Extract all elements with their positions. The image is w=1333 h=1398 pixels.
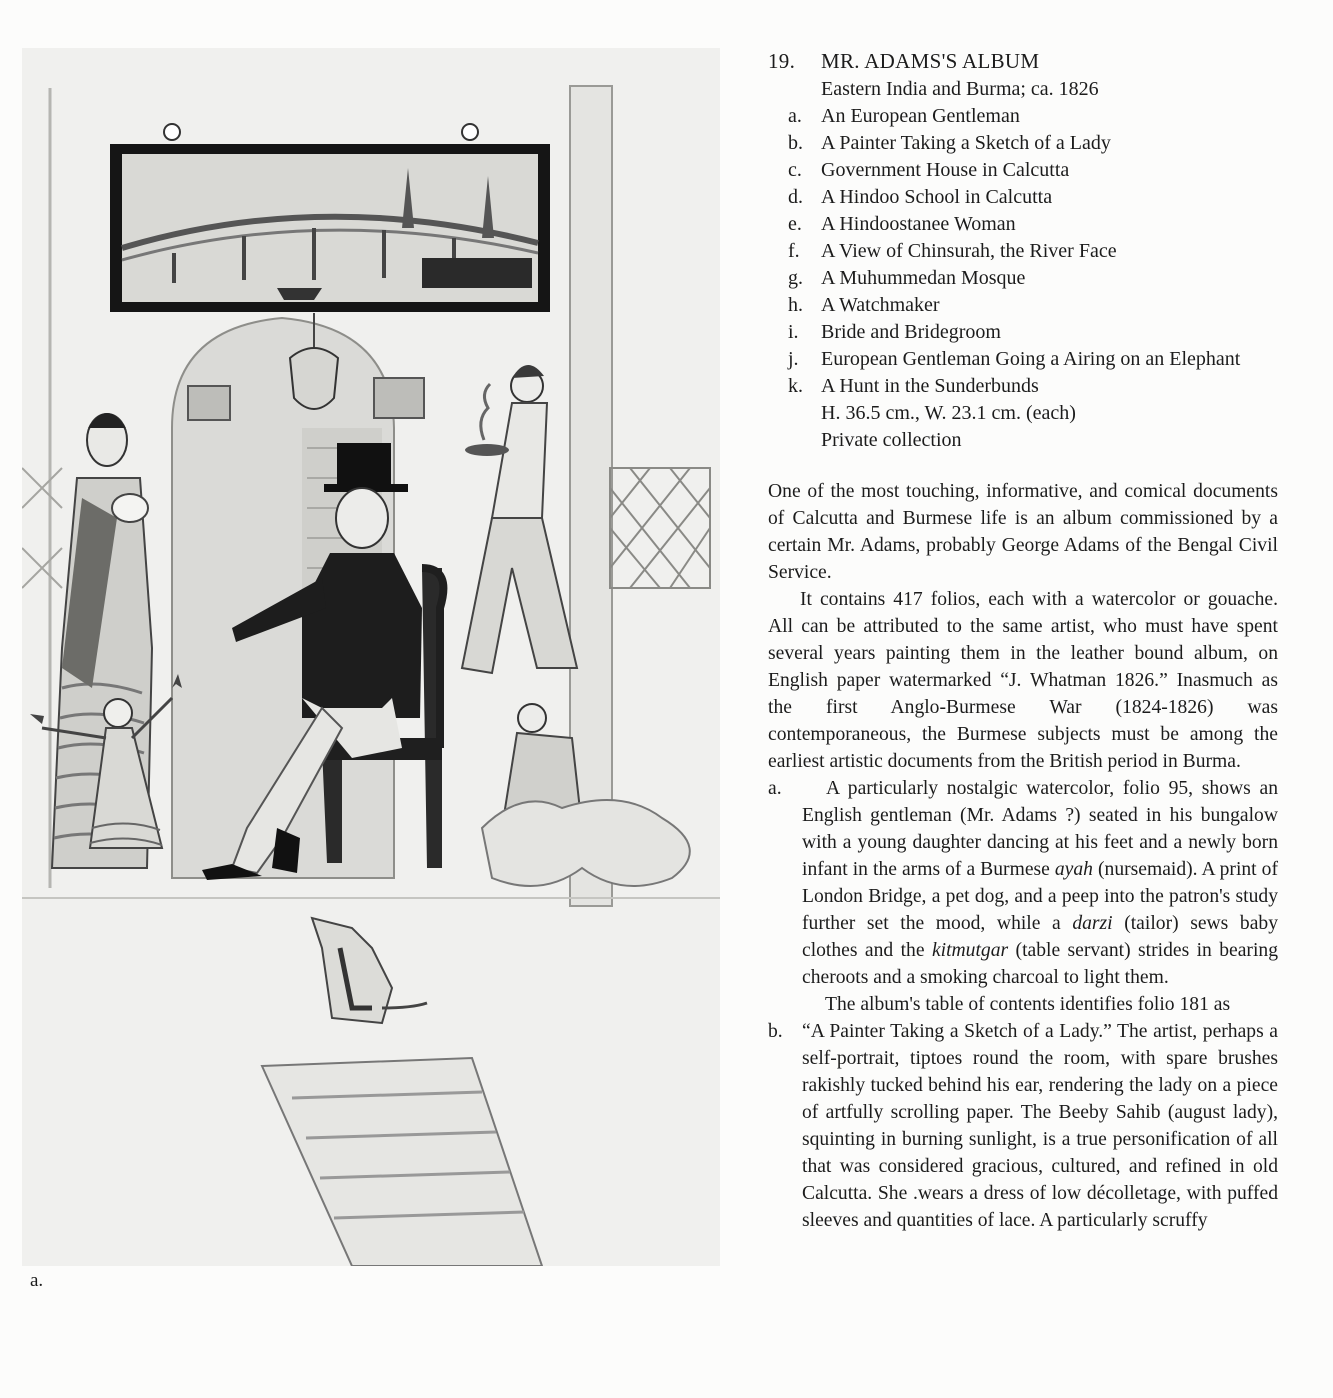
entry-heading	[768, 46, 1278, 76]
paragraph-b-letter: b.	[768, 1021, 783, 1042]
folio-item: h. A Watchmaker	[788, 294, 940, 316]
folio-item: g. A Muhummedan Mosque	[788, 267, 1026, 289]
folio-item: c. Government House in Calcutta	[788, 159, 1070, 181]
entry-title: MR. ADAMS'S ALBUM	[821, 49, 1040, 73]
folio-item: b. A Painter Taking a Sketch of a Lady	[788, 132, 1111, 154]
catalogue-entry	[768, 46, 1278, 1234]
paragraph-a-letter: a.	[768, 778, 782, 799]
folio-item: e. A Hindoostanee Woman	[788, 213, 1016, 235]
paragraph-folios: It contains 417 folios, each with a watercolor or gouache. All can be attributed to the same artist, who must have spent several years painting them in the leather bound album, on English paper watermarked “J. Whatman 1826.” Inasmuch as the first Anglo-Burmese War (1824-1826) was contemporaneous, the Burmese subjects must be among the earliest artistic documents from the British period in Burma.	[768, 589, 1278, 772]
illustration-plate	[22, 48, 720, 1266]
essay-body	[768, 478, 1278, 1234]
paragraph-intro: One of the most touching, informative, and comical documents of Calcutta and Burmese life is an album commissioned by a certain Mr. Adams, probably George Adams of the Bengal Civil Service.	[768, 481, 1278, 583]
bungalow-scene-illustration	[22, 48, 720, 1266]
paragraph-a: a. A particularly nostalgic watercolor, folio 95, shows an English gentleman (Mr. Adams ?) seated in his bungalow with a young daughter dancing at his feet and a newly born infant in the arms of a Burmese ayah (nursemaid). A print of London Bridge, a pet dog, and a peep into the patron's study further set the mood, while a darzi (tailor) sews baby clothes and the kitmutgar (table servant) strides in bearing cheroots and a smoking charcoal to light them.	[768, 775, 1278, 991]
folio-item: a. An European Gentleman	[788, 105, 1020, 127]
folio-item: i. Bride and Bridegroom	[788, 321, 1001, 343]
folio-item: d. A Hindoo School in Calcutta	[788, 186, 1053, 208]
folio-item: j. European Gentleman Going a Airing on an Elephant	[788, 348, 1241, 370]
folio-item: f. A View of Chinsurah, the River Face	[788, 240, 1117, 262]
folio-list	[768, 103, 1278, 400]
paragraph-b: b. “A Painter Taking a Sketch of a Lady.” The artist, perhaps a self-portrait, tiptoes round the room, with spare brushes rakishly tucked behind his ear, rendering the lady on a piece of artfully scrolling paper. The Beeby Sahib (august lady), squinting in burning sunlight, is a true personification of all that was considered gracious, cultured, and refined in old Calcutta. She .wears a dress of low décolletage, with puffed sleeves and quantities of lace. A particularly scruffy	[768, 1018, 1278, 1234]
paragraph-transition: The album's table of contents identifies folio 181 as	[825, 994, 1231, 1015]
plate-label: a.	[30, 1270, 44, 1291]
entry-collection: Private collection	[821, 429, 962, 451]
entry-number: 19.	[768, 49, 796, 73]
entry-dimensions: H. 36.5 cm., W. 23.1 cm. (each)	[821, 402, 1076, 424]
folio-item: k. A Hunt in the Sunderbunds	[788, 375, 1039, 397]
entry-origin: Eastern India and Burma; ca. 1826	[821, 78, 1099, 100]
